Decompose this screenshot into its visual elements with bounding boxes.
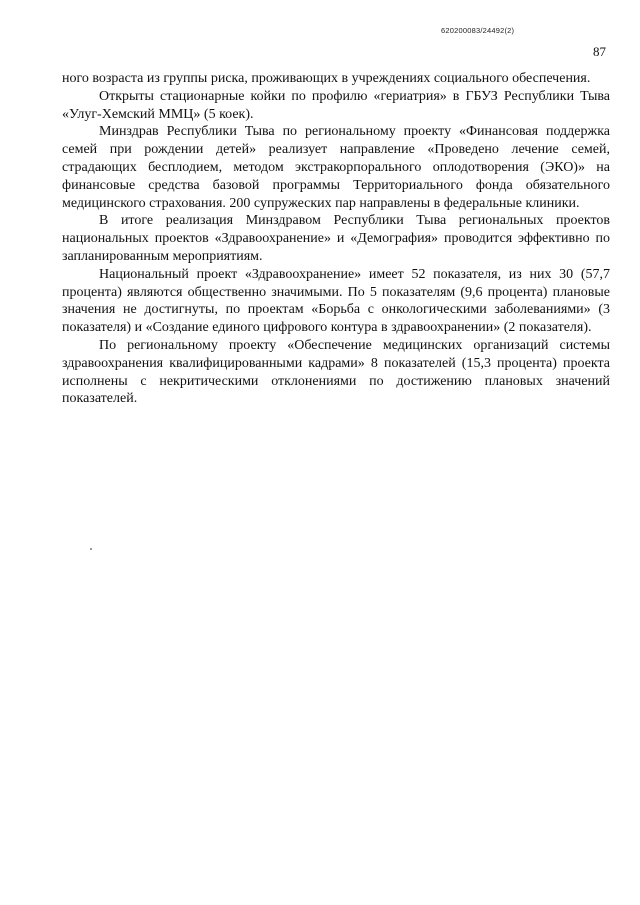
document-code: 620200083/24492(2) [441,26,515,35]
scan-dot-mark [90,548,92,550]
document-body [62,70,610,408]
paragraph-continuation: ного возраста из группы риска, проживающих в учреждениях социального обеспечения. [62,71,591,86]
paragraph-geriatric-beds: Открыты стационарные койки по профилю «гериатрия» в ГБУЗ Республики Тыва «Улуг-Хемский ММЦ» (5 коек). [62,88,610,122]
paragraph-eco-treatment: Минздрав Республики Тыва по региональному проекту «Финансовая поддержка семей при рождении детей» реализует направление «Проведено лечение семей, страдающих бесплодием, методом экстракорпорального оплодотворения (ЭКО)» на финансовые средства базовой программы Территориального фонда обязательного медицинского страхования. 200 супружеских пар направлены в федеральные клиники. [62,124,610,211]
paragraph-projects-summary: В итоге реализация Минздравом Республики Тыва региональных проектов национальных проектов «Здравоохранение» и «Демография» проводится эффективно по запланированным мероприятиям. [62,213,610,264]
paragraph-staffing-project: По региональному проекту «Обеспечение медицинских организаций системы здравоохранения квалифицированными кадрами» 8 показателей (15,3 процента) проекта исполнены с некритическими отклонениями по достижению плановых значений показателей. [62,337,610,407]
paragraph-healthcare-indicators: Национальный проект «Здравоохранение» имеет 52 показателя, из них 30 (57,7 процента) являются общественно значимыми. По 5 показателям (9,6 процента) плановые значения не достигнуты, по проектам «Борьба с онкологическими заболеваниями» (3 показателя) и «Создание единого цифрового контура в здравоохранении» (2 показателя). [62,266,610,336]
page-number: 87 [593,44,606,59]
